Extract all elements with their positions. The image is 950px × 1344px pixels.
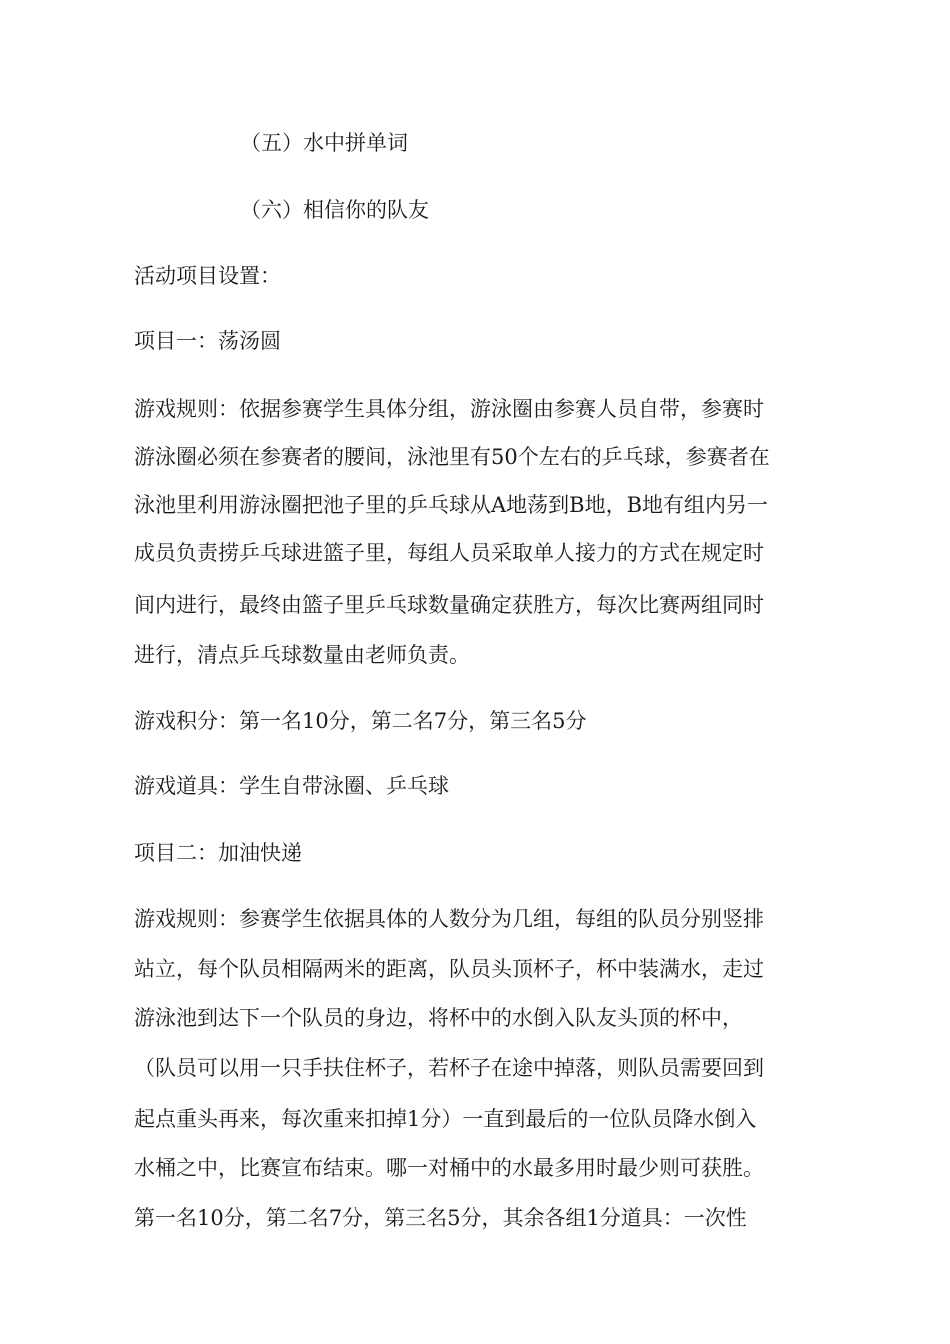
project1-rules-line: 泳池里利用游泳圈把池子里的乒乓球从A地荡到B地，B地有组内另一 — [134, 493, 769, 517]
project2-rules-line: （队员可以用一只手扶住杯子，若杯子在途中掉落，则队员需要回到 — [134, 1056, 764, 1080]
project1-score: 游戏积分：第一名10分，第二名7分，第三名5分 — [134, 709, 587, 733]
section-title: 活动项目设置： — [134, 264, 281, 288]
project1-props: 游戏道具：学生自带泳圈、乒乓球 — [134, 774, 449, 798]
project2-title: 项目二：加油快递 — [134, 841, 302, 865]
project1-rules-line: 游戏规则：依据参赛学生具体分组，游泳圈由参赛人员自带，参赛时 — [134, 397, 764, 421]
project1-rules-line: 成员负责捞乒乓球进篮子里，每组人员采取单人接力的方式在规定时 — [134, 541, 764, 565]
project2-rules-line: 游戏规则：参赛学生依据具体的人数分为几组，每组的队员分别竖排 — [134, 907, 764, 931]
project1-title: 项目一：荡汤圆 — [134, 329, 281, 353]
project2-rules-line: 第一名10分，第二名7分，第三名5分，其余各组1分道具：一次性 — [134, 1206, 747, 1230]
project2-rules-line: 起点重头再来，每次重来扣掉1分）一直到最后的一位队员降水倒入 — [134, 1107, 757, 1131]
project2-rules-line: 水桶之中，比赛宣布结束。哪一对桶中的水最多用时最少则可获胜。 — [134, 1156, 764, 1180]
project1-rules-line: 间内进行，最终由篮子里乒乓球数量确定获胜方，每次比赛两组同时 — [134, 593, 764, 617]
project1-rules-line: 游泳圈必须在参赛者的腰间，泳池里有50个左右的乒乓球，参赛者在 — [134, 445, 770, 469]
heading-six: （六）相信你的队友 — [240, 198, 429, 222]
heading-five: （五）水中拼单词 — [240, 131, 408, 155]
project2-rules-line: 游泳池到达下一个队员的身边，将杯中的水倒入队友头顶的杯中， — [134, 1006, 743, 1030]
project1-rules-line: 进行，清点乒乓球数量由老师负责。 — [134, 643, 470, 667]
project2-rules-line: 站立，每个队员相隔两米的距离，队员头顶杯子，杯中装满水，走过 — [134, 957, 764, 981]
